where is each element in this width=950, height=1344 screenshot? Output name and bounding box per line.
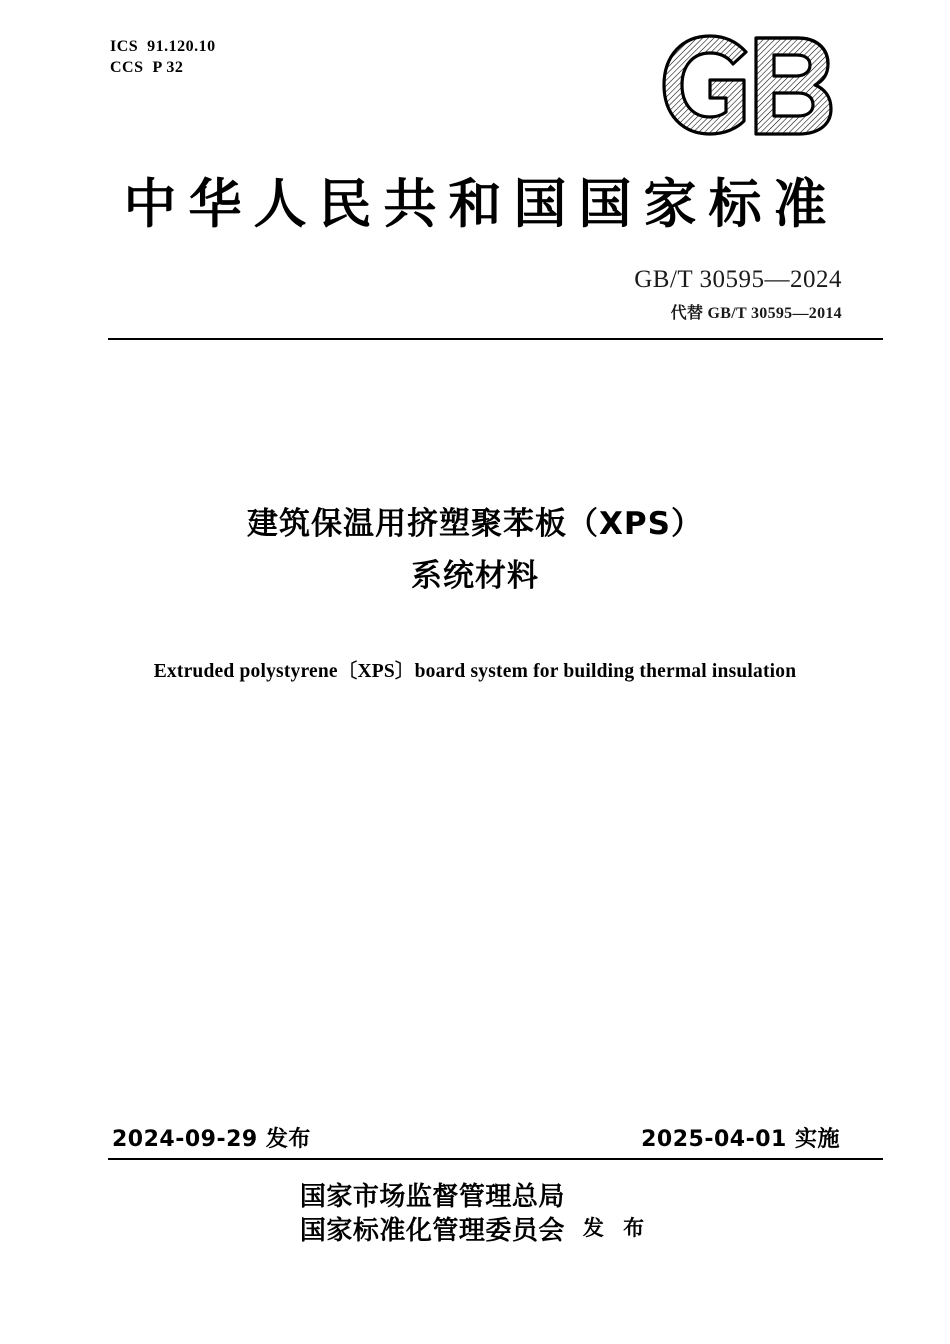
divider-bottom (108, 1158, 883, 1160)
document-title-cn-line1: 建筑保温用挤塑聚苯板（XPS） (247, 506, 703, 542)
issuer-names (300, 1180, 565, 1248)
ccs-code: CCS P 32 (110, 59, 184, 76)
issuer-block (0, 1180, 950, 1248)
document-title-en: Extruded polystyrene〔XPS〕board system for building thermal insulation (153, 661, 797, 682)
implementation-date: 2025-04-01 实施 (641, 1127, 840, 1152)
document-title-cn (0, 498, 950, 602)
ics-code: ICS 91.120.10 (110, 38, 216, 55)
issuer-org-line2: 国家标准化管理委员会 (299, 1216, 565, 1246)
gb-emblem-icon (652, 26, 842, 144)
issuer-verb: 发 布 (582, 1216, 651, 1240)
standard-replaces: 代替 GB/T 30595—2014 (670, 305, 842, 322)
divider-top (108, 338, 883, 340)
page-title: 中华人民共和国国家标准 (123, 174, 839, 235)
issue-date: 2024-09-29 发布 (112, 1127, 311, 1152)
standard-number: GB/T 30595—2024 (634, 266, 842, 293)
ics-ccs-block (110, 36, 216, 78)
document-title-cn-line2: 系统材料 (411, 558, 539, 594)
issuer-org-line1: 国家市场监督管理总局 (299, 1182, 565, 1212)
